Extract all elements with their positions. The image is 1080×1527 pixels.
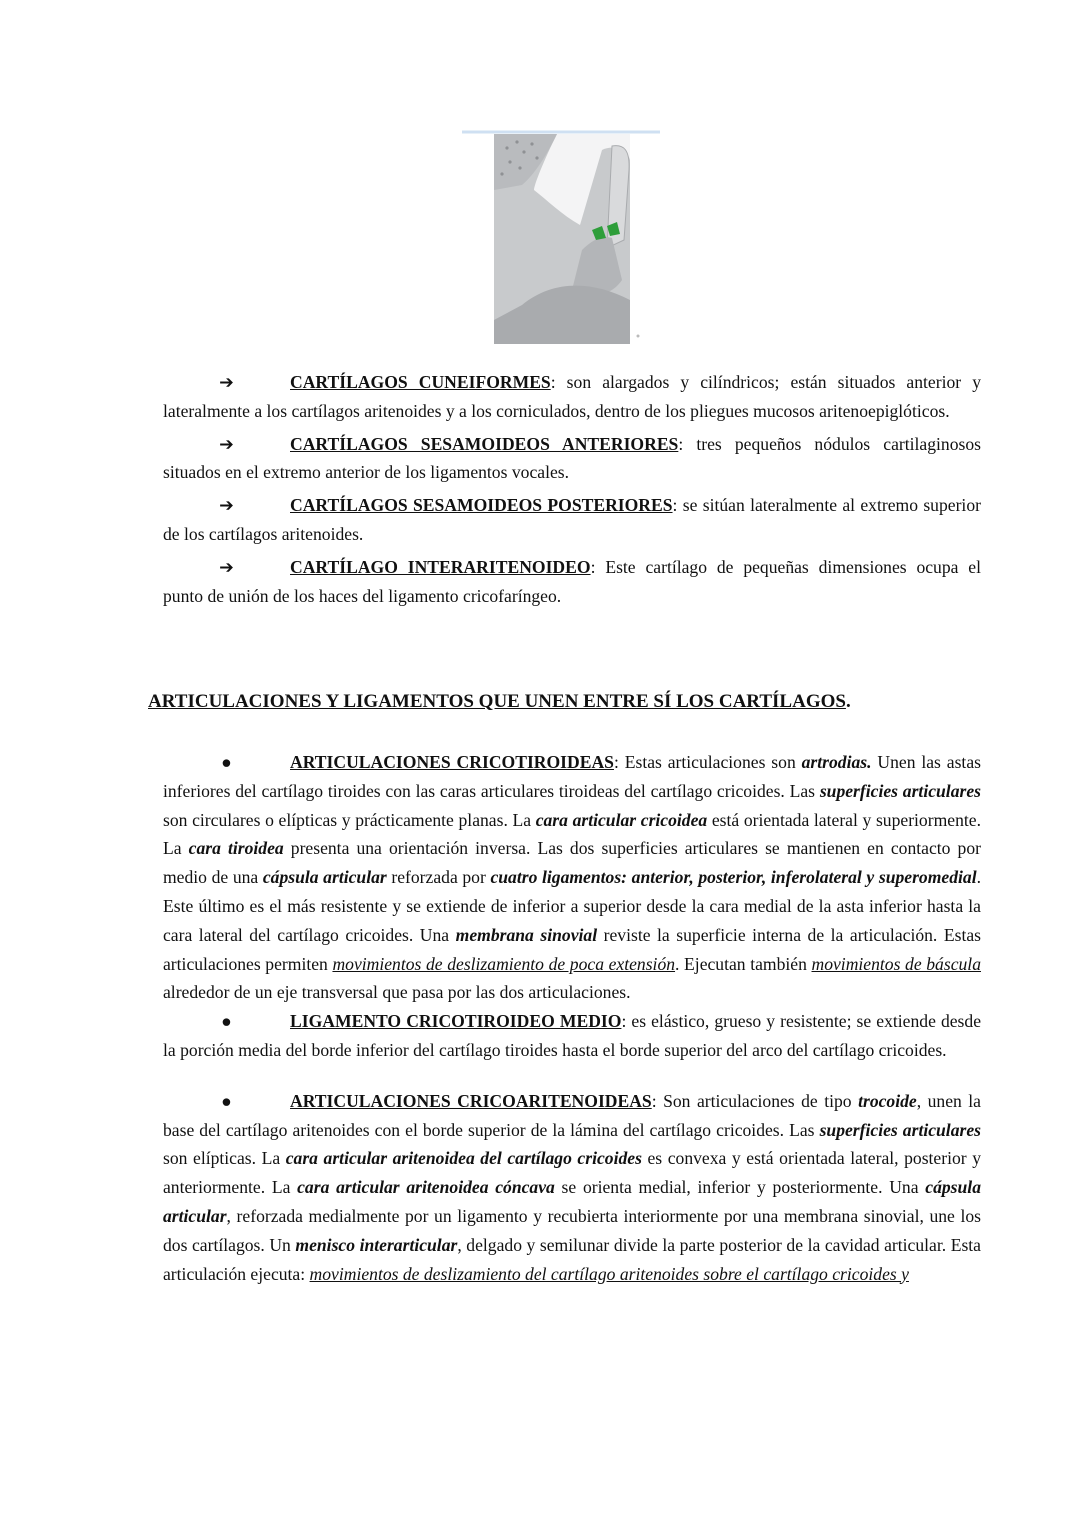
item-text: : se sitúan lateralmente al extremo superior de los cartílagos aritenoides.	[163, 495, 981, 544]
item-text: . Ejecutan también	[675, 953, 812, 974]
emphasis: superficies articulares	[819, 780, 981, 801]
item-text: es convexa y está orientada lateral, posterior y anteriormente. La	[163, 1148, 982, 1198]
item-text: , unen la base del cartílago aritenoides con el borde superior de la lámina del cartílago cricoides. Las	[163, 1090, 981, 1140]
bullet-icon: ●	[221, 752, 232, 772]
underlined-text: movimientos de deslizamiento del cartílago aritenoides sobre el cartílago cricoides y	[309, 1263, 909, 1284]
item-text: : Son articulaciones de tipo	[651, 1090, 859, 1111]
list-item	[163, 553, 981, 611]
item-text: reforzada por	[386, 867, 491, 888]
emphasis: trocoide	[858, 1090, 917, 1111]
arrow-icon: ➔	[219, 433, 234, 454]
term-cricoaritenoideas: ARTICULACIONES CRICOARITENOIDEAS	[290, 1090, 652, 1111]
underlined-text: movimientos de deslizamiento de poca extensión	[332, 953, 676, 974]
arrow-icon: ➔	[219, 372, 234, 392]
item-text: : Este cartílago de pequeñas dimensiones ocupa el punto de unión de los haces del ligamento cricofaríngeo.	[163, 556, 982, 606]
emphasis: superficies articulares	[819, 1119, 981, 1140]
term-sesamoideos-posteriores: CARTÍLAGOS SESAMOIDEOS POSTERIORES	[290, 495, 673, 516]
list-item	[163, 1087, 981, 1289]
arrow-icon: ➔	[219, 495, 234, 516]
emphasis: cara articular aritenoidea del cartílago cricoides	[285, 1148, 642, 1169]
section-heading-period: .	[845, 691, 851, 712]
term-ligamento: LIGAMENTO CRICOTIROIDEO MEDIO	[290, 1011, 622, 1032]
item-text: está orientada lateral y superiormente. La	[163, 809, 981, 859]
arrow-icon: ➔	[219, 556, 234, 577]
item-text: , delgado y semilunar divide la parte posterior de la cavidad articular. Esta articulación ejecuta:	[163, 1234, 981, 1284]
emphasis: cara articular cricoidea	[535, 809, 708, 830]
list-item	[163, 430, 981, 488]
item-text: alrededor de un eje transversal que pasa por las dos articulaciones.	[163, 982, 631, 1003]
term-cricotiroideas: ARTICULACIONES CRICOTIROIDEAS	[290, 752, 614, 772]
term-sesamoideos-anteriores: CARTÍLAGOS SESAMOIDEOS ANTERIORES	[290, 433, 679, 454]
emphasis: artrodias.	[801, 752, 872, 772]
item-text: : Estas articulaciones son	[613, 752, 802, 772]
list-item	[163, 1007, 981, 1065]
underlined-text: movimientos de báscula	[811, 953, 981, 974]
item-text: : es elástico, grueso y resistente; se extiende desde la porción media del borde inferior del cartílago tiroides hasta el borde superior del arco del cartílago cricoides.	[163, 1011, 982, 1060]
spacer	[163, 1065, 981, 1087]
list-item	[163, 491, 981, 549]
item-text: son elípticas. La	[163, 1148, 286, 1169]
item-text: , reforzada medialmente por un ligamento y recubierta interiormente por una membrana sinovial, une los dos cartílagos. Un	[163, 1205, 981, 1255]
term-interaritenoideo: CARTÍLAGO INTERARITENOIDEO	[290, 556, 591, 577]
item-text: . Este último es el más resistente y se extiende de inferior a superior desde la cara medial de la asta inferior hasta la cara lateral del cartílago cricoides. Una	[163, 867, 981, 945]
articulations-section	[163, 748, 981, 1288]
item-text: se orienta medial, inferior y posteriormente. Una	[554, 1177, 926, 1198]
emphasis: cara tiroidea	[188, 838, 284, 859]
list-item	[163, 748, 981, 1007]
bullet-icon: ●	[221, 1011, 232, 1032]
larynx-cartilage-illustration	[462, 130, 660, 344]
section-heading-text: ARTICULACIONES Y LIGAMENTOS QUE UNEN ENTRE SÍ LOS CARTÍLAGOS	[148, 691, 846, 712]
cartilage-list	[163, 368, 981, 610]
emphasis: cápsula articular	[163, 1177, 981, 1226]
item-text: son circulares o elípticas y prácticamente planas. La	[163, 809, 536, 830]
emphasis: membrana sinovial	[455, 924, 598, 945]
section-heading	[148, 691, 851, 713]
emphasis: cápsula articular	[262, 867, 387, 888]
item-text: : tres pequeños nódulos cartilaginosos situados en el extremo anterior de los ligamentos vocales.	[163, 433, 981, 483]
item-text: : son alargados y cilíndricos; están situados anterior y lateralmente a los cartílagos aritenoides y a los corniculados, dentro de los pliegues mucosos aritenoepiglóticos.	[163, 372, 981, 421]
emphasis: menisco interarticular	[295, 1234, 458, 1255]
emphasis: cara articular aritenoidea cóncava	[297, 1177, 555, 1198]
term-cuneiformes: CARTÍLAGOS CUNEIFORMES	[290, 372, 551, 392]
list-item	[163, 368, 981, 426]
bullet-icon: ●	[221, 1090, 232, 1111]
item-text: presenta una orientación inversa. Las dos superficies articulares se mantienen en contacto por medio de una	[163, 838, 981, 888]
item-text: reviste la superficie interna de la articulación. Estas articulaciones permiten	[163, 924, 981, 974]
item-text: Unen las astas inferiores del cartílago tiroides con las caras articulares tiroideas del cartílago cricoides. Las	[163, 752, 981, 801]
emphasis: cuatro ligamentos: anterior, posterior, inferolateral y superomedial	[490, 867, 977, 888]
